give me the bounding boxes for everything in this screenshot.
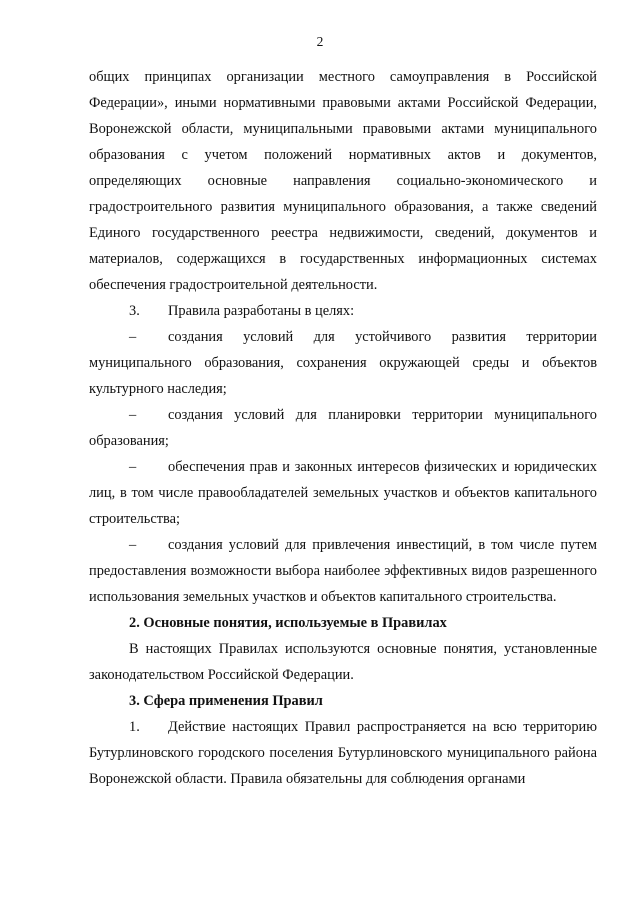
document-body [89,64,597,792]
list-item-text: создания условий для привлечения инвестиций, в том числе путем предоставления возможности выбора наиболее эффективных видов разрешенного использования земельных участков и объектов капитального строительства. [89,537,597,605]
paragraph-item-1 [89,714,597,792]
paragraph-text: Действие настоящих Правил распространяется на всю территорию Бутурлиновского городского поселения Бутурлиновского муниципального района Воронежской области. Правила обязательны для соблюдения органами [89,719,597,787]
paragraph-text: Правила разработаны в целях: [168,303,355,319]
item-number: 1. [129,719,140,735]
section-heading-2: 2. Основные понятия, используемые в Правилах [129,615,447,631]
dash-marker: – [129,537,137,553]
list-item-goal-2 [89,402,597,454]
page-number: 2 [316,34,324,49]
list-item-goal-4 [89,532,597,610]
list-item-goal-1 [89,324,597,402]
list-item-text: создания условий для устойчивого развития территории муниципального образования, сохранения окружающей среды и объектов культурного наследия; [89,329,597,397]
dash-marker: – [129,407,137,423]
paragraph-definitions: В настоящих Правилах используются основные понятия, установленные законодательством Российской Федерации. [89,641,597,683]
paragraph-item-3 [89,298,597,324]
dash-marker: – [129,329,137,345]
paragraph-continuation: общих принципах организации местного самоуправления в Российской Федерации», иными нормативными правовыми актами Российской Федерации, Воронежской области, муниципальными правовыми актами муниципального образования с учетом положений нормативных актов и документов, определяющих основные направления социально-экономического и градостроительного развития муниципального образования, а также сведений Единого государственного реестра недвижимости, сведений, документов и материалов, содержащихся в государственных информационных системах обеспечения градостроительной деятельности. [89,69,597,293]
list-item-text: создания условий для планировки территории муниципального образования; [89,407,597,449]
list-item-text: обеспечения прав и законных интересов физических и юридических лиц, в том числе правообладателей земельных участков и объектов капитального строительства; [89,459,597,527]
list-item-goal-3 [89,454,597,532]
dash-marker: – [129,459,137,475]
section-heading-3: 3. Сфера применения Правил [129,693,323,709]
item-number: 3. [129,303,140,319]
